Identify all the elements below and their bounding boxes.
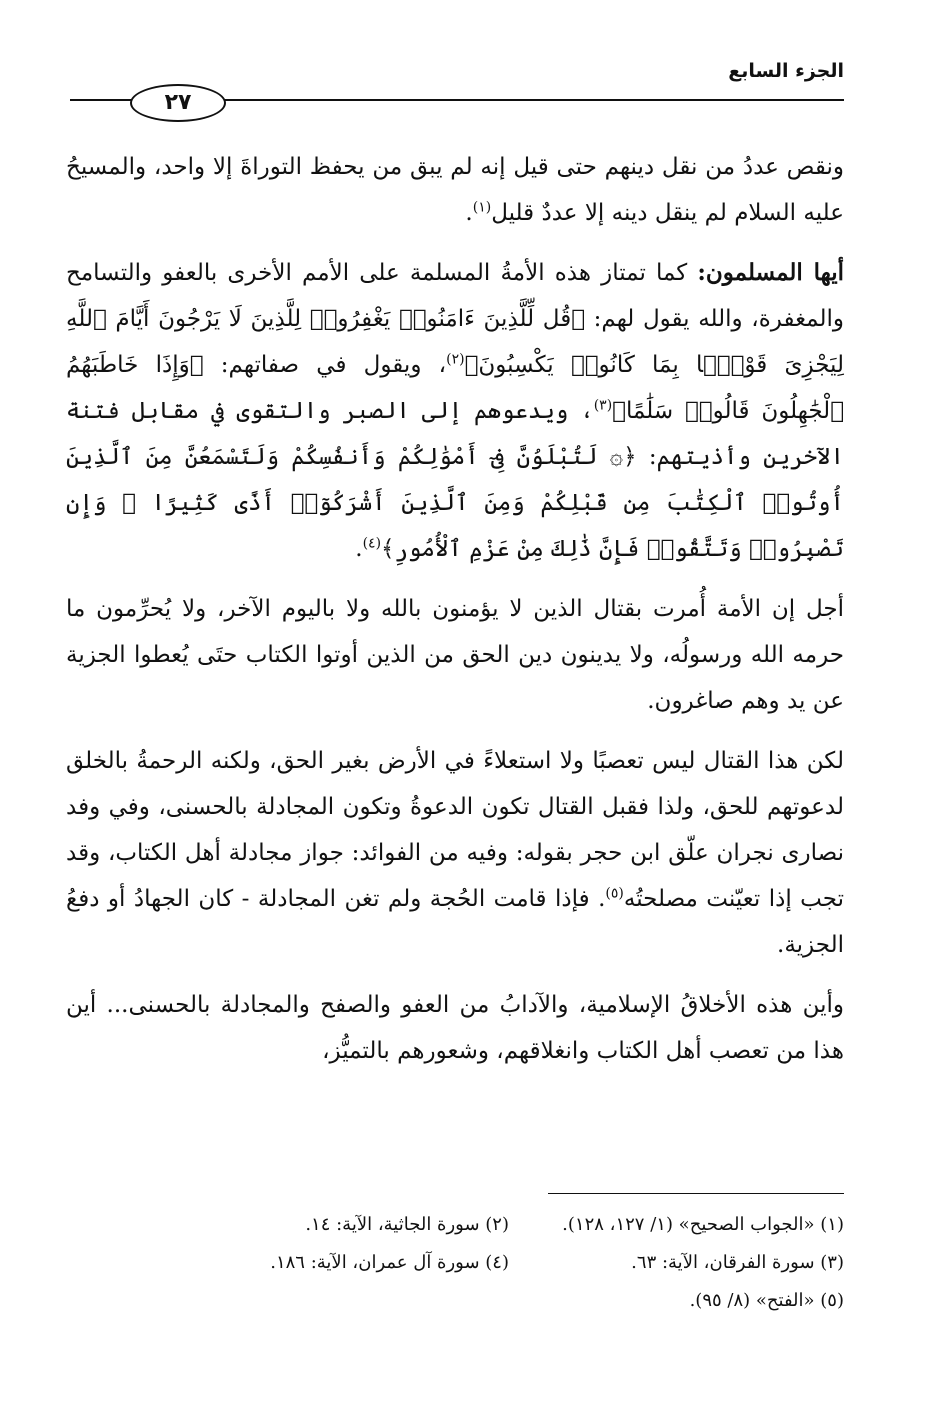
paragraph-2-text-b: ، ويقول في صفاتهم: (203, 352, 447, 378)
footnote-ref-1[interactable]: (١) (472, 199, 492, 216)
footnote-3: (٣) سورة الفرقان، الآية: ٦٣. (631, 1252, 844, 1273)
footnote-row (150, 1282, 844, 1320)
footnote-separator (548, 1193, 844, 1194)
paragraph-1 (66, 144, 844, 236)
paragraph-2-lead: أيها المسلمون: (697, 259, 845, 286)
paragraph-5: وأين هذه الأخلاقُ الإسلامية، والآدابُ من العفو والصفح والمجادلة بالحسنى... أين هذا من تعصب أهل الكتاب وانغلاقهم، وشعورهم بالتميُّز، (66, 992, 844, 1064)
footnotes (150, 1206, 844, 1320)
paragraph-1-text: ونقص عددُ من نقل دينهم حتى قيل إنه لم يبق من يحفظ التوراةَ إلا واحد، والمسيحُ عليه السلام لم ينقل دينه إلا عددٌ قليل (66, 154, 844, 226)
footnote-row (150, 1244, 844, 1282)
main-text (66, 144, 844, 1088)
quran-verse-3: ﴿۞ لَتُبْلَوُنَّ فِىٓ أَمْوَٰلِكُمْ وَأَنفُسِكُمْ وَلَتَسْمَعُنَّ مِنَ ٱلَّذِينَ أُوتُوا۟ ٱلْكِتَٰبَ مِن قَبْلِكُمْ وَمِنَ ٱلَّذِينَ أَشْرَكُوٓا۟ أَذًى كَثِيرًا ۚ وَإِن تَصْبِرُوا۟ وَتَتَّقُوا۟ فَإِنَّ ذَٰلِكَ مِنْ عَزْمِ ٱلْأُمُورِ﴾ (66, 444, 844, 562)
quran-verse-2: ﴿وَإِذَا خَاطَبَهُمُ ٱلْجَٰهِلُونَ قَالُوا۟ سَلَٰمًا﴾ (66, 352, 844, 424)
page-header (70, 52, 844, 132)
paragraph-2-text-a: كما تمتاز هذه الأمةُ المسلمة على الأمم الأخرى بالعفو والتسامح والمغفرة، والله يقول لهم: (66, 260, 844, 332)
footnote-ref-2[interactable]: (٢) (446, 351, 465, 368)
footnote-5: (٥) «الفتح» (٨/ ٩٥). (689, 1290, 844, 1311)
paragraph-4-text-b: . فإذا قامت الحُجة ولم تغن المجادلة - كان الجهادُ أو دفعُ الجزية. (66, 886, 844, 958)
paragraph-2 (66, 250, 844, 572)
page-number: ٢٧ (130, 84, 226, 122)
paragraph-2-text-c: ، ويدعوهم إلى الصبر والتقوى في مقابل فتنة الآخرين وأذيتهم: (66, 398, 844, 470)
footnote-1: (١) «الجواب الصحيح» (١/ ١٢٧، ١٢٨). (562, 1214, 844, 1235)
paragraph-2-end: . (355, 536, 363, 562)
paragraph-3: أجل إن الأمة أُمرت بقتال الذين لا يؤمنون بالله ولا باليوم الآخر، ولا يُحرِّمون ما حرمه الله ورسولُه، ولا يدينون دين الحق من الذين أوتوا الكتاب حتَى يُعطوا الجزية عن يد وهم صاغرون. (66, 596, 844, 714)
footnote-row (150, 1206, 844, 1244)
quran-verse-1: ﴿قُل لِّلَّذِينَ ءَامَنُوا۟ يَغْفِرُوا۟ لِلَّذِينَ لَا يَرْجُونَ أَيَّامَ ٱللَّهِ لِيَجْزِىَ قَوْمًۢا بِمَا كَانُوا۟ يَكْسِبُونَ﴾ (66, 306, 844, 378)
paragraph-4-text-a: لكن هذا القتال ليس تعصبًا ولا استعلاءً في الأرض بغير الحق، ولكنه الرحمةُ بالخلق لدعوتهم للحق، ولذا فقبل القتال تكون الدعوةُ وتكون المجادلة بالحسنى، وفي وفد نصارى نجران علّق ابن حجر بقوله: وفيه من الفوائد: جواز مجادلة أهل الكتاب، وقد تجب إذا تعيّنت مصلحتُه (66, 748, 844, 912)
paragraph-4 (66, 738, 844, 968)
footnote-ref-3[interactable]: (٣) (593, 397, 613, 414)
footnote-4: (٤) سورة آل عمران، الآية: ١٨٦. (270, 1252, 509, 1273)
footnote-ref-5[interactable]: (٥) (605, 885, 624, 902)
running-title: الجزء السابع (728, 60, 844, 82)
paragraph-1-end: . (465, 200, 473, 226)
footnote-2: (٢) سورة الجاثية، الآية: ١٤. (305, 1214, 509, 1235)
footnote-ref-4[interactable]: (٤) (362, 535, 382, 552)
